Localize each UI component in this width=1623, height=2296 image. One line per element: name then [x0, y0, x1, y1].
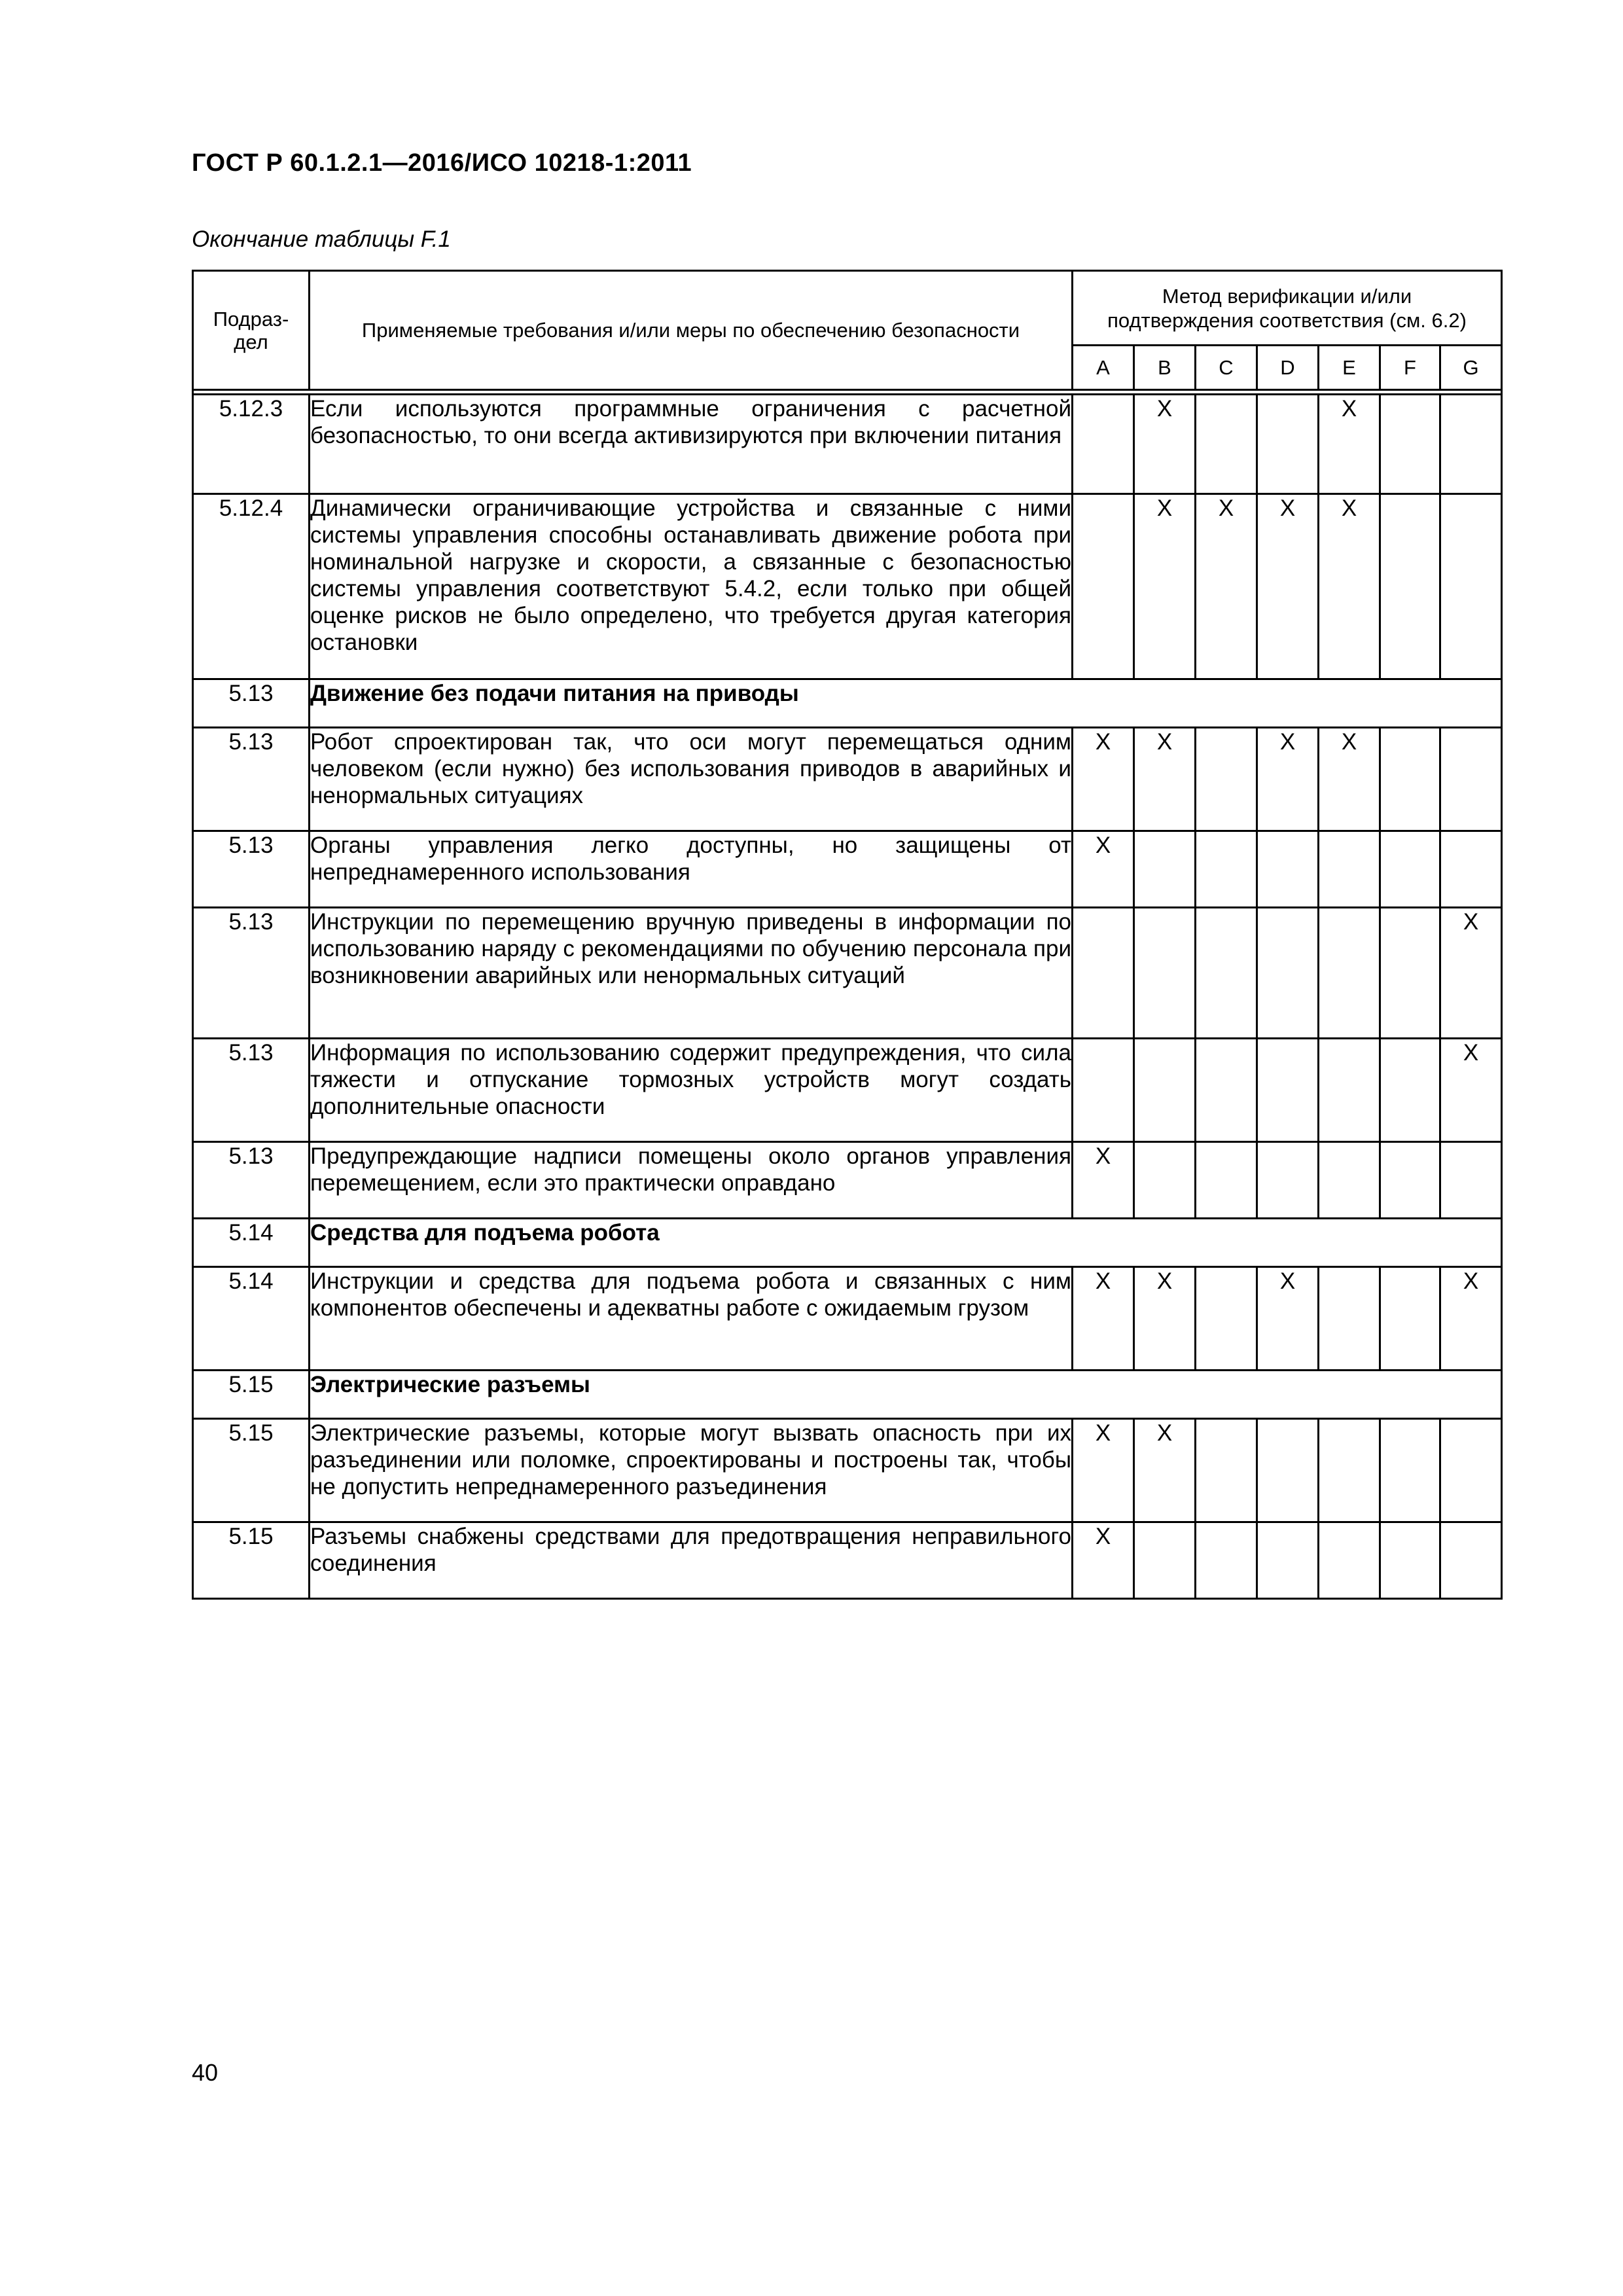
method-mark-cell: X [1440, 1039, 1502, 1142]
method-mark-cell: X [1319, 395, 1380, 494]
method-mark-cell [1380, 831, 1440, 908]
method-mark-cell [1196, 395, 1257, 494]
method-mark-cell [1319, 1142, 1380, 1219]
method-mark-cell: X [1134, 728, 1196, 831]
method-mark-cell [1196, 1039, 1257, 1142]
method-mark-cell: X [1134, 494, 1196, 679]
method-mark-cell [1196, 1142, 1257, 1219]
method-mark-cell: X [1319, 728, 1380, 831]
requirement-cell: Информация по использованию содержит предупреждения, что сила тяжести и отпускание тормозных устройств могут создать дополнительные опасности [310, 1039, 1073, 1142]
method-mark-cell [1073, 1039, 1134, 1142]
subsection-cell: 5.13 [193, 831, 310, 908]
method-mark-cell: X [1319, 494, 1380, 679]
subsection-cell: 5.12.3 [193, 395, 310, 494]
method-mark-cell [1257, 1522, 1319, 1599]
method-mark-cell [1196, 908, 1257, 1039]
method-mark-cell: X [1257, 494, 1319, 679]
method-mark-cell [1073, 908, 1134, 1039]
requirement-cell: Робот спроектирован так, что оси могут перемещаться одним человеком (если нужно) без использования приводов в аварийных и ненормальных ситуациях [310, 728, 1073, 831]
method-mark-cell [1319, 1039, 1380, 1142]
subsection-cell: 5.13 [193, 1039, 310, 1142]
subsection-cell: 5.13 [193, 908, 310, 1039]
subsection-cell: 5.15 [193, 1522, 310, 1599]
method-mark-cell [1196, 1522, 1257, 1599]
method-mark-cell [1134, 908, 1196, 1039]
subsection-cell: 5.13 [193, 728, 310, 831]
method-mark-cell [1380, 1039, 1440, 1142]
method-column-header: B [1134, 346, 1196, 390]
requirement-cell: Инструкции и средства для подъема робота и связанных с ним компонентов обеспечены и адекватны работе с ожидаемым грузом [310, 1267, 1073, 1371]
method-column-header: F [1380, 346, 1440, 390]
method-mark-cell: X [1073, 1142, 1134, 1219]
requirement-cell: Органы управления легко доступны, но защищены от непреднамеренного использования [310, 831, 1073, 908]
method-mark-cell [1380, 728, 1440, 831]
method-mark-cell [1440, 1142, 1502, 1219]
requirement-cell: Если используются программные ограничения с расчетной безопасностью, то они всегда активизируются при включении питания [310, 395, 1073, 494]
requirement-cell: Разъемы снабжены средствами для предотвращения неправильного соединения [310, 1522, 1073, 1599]
table-row [193, 395, 1502, 494]
method-mark-cell [1380, 908, 1440, 1039]
method-mark-cell [1134, 1142, 1196, 1219]
section-heading-cell: Движение без подачи питания на приводы [310, 679, 1502, 728]
table-row [193, 1522, 1502, 1599]
subsection-cell: 5.13 [193, 679, 310, 728]
method-mark-cell [1257, 831, 1319, 908]
subsection-cell: 5.15 [193, 1371, 310, 1419]
subsection-cell: 5.15 [193, 1419, 310, 1522]
method-mark-cell [1440, 831, 1502, 908]
method-mark-cell [1440, 1419, 1502, 1522]
method-mark-cell: X [1073, 728, 1134, 831]
method-mark-cell [1257, 1419, 1319, 1522]
method-mark-cell [1196, 1267, 1257, 1371]
section-heading-cell: Электрические разъемы [310, 1371, 1502, 1419]
table-row [193, 1267, 1502, 1371]
table-row [193, 1419, 1502, 1522]
method-mark-cell: X [1440, 1267, 1502, 1371]
subsection-cell: 5.14 [193, 1219, 310, 1267]
table-row [193, 908, 1502, 1039]
section-heading-cell: Средства для подъема робота [310, 1219, 1502, 1267]
method-mark-cell: X [1073, 1522, 1134, 1599]
method-mark-cell: X [1134, 1267, 1196, 1371]
method-mark-cell [1380, 1142, 1440, 1219]
method-mark-cell [1380, 1267, 1440, 1371]
header-verification-method: Метод верификации и/или подтверждения соответствия (см. 6.2) [1073, 271, 1502, 346]
method-mark-cell: X [1134, 395, 1196, 494]
method-column-header: E [1319, 346, 1380, 390]
method-mark-cell: X [1073, 1267, 1134, 1371]
page-number: 40 [192, 2059, 219, 2086]
method-mark-cell [1257, 908, 1319, 1039]
section-heading-row [193, 1219, 1502, 1267]
method-mark-cell [1073, 395, 1134, 494]
header-requirements: Применяемые требования и/или меры по обеспечению безопасности [310, 271, 1073, 390]
method-mark-cell [1319, 1522, 1380, 1599]
document-standard-title: ГОСТ Р 60.1.2.1—2016/ИСО 10218-1:2011 [192, 149, 692, 177]
method-mark-cell [1319, 831, 1380, 908]
table-row [193, 1142, 1502, 1219]
table-row [193, 728, 1502, 831]
table-row [193, 831, 1502, 908]
method-mark-cell [1380, 1522, 1440, 1599]
method-mark-cell [1257, 1039, 1319, 1142]
method-mark-cell: X [1073, 831, 1134, 908]
method-mark-cell: X [1257, 1267, 1319, 1371]
requirement-cell: Электрические разъемы, которые могут вызвать опасность при их разъединении или поломке, спроектированы и построены так, чтобы не допустить непреднамеренного разъединения [310, 1419, 1073, 1522]
method-mark-cell [1440, 728, 1502, 831]
method-mark-cell [1257, 395, 1319, 494]
method-mark-cell [1440, 494, 1502, 679]
subsection-cell: 5.14 [193, 1267, 310, 1371]
method-mark-cell: X [1196, 494, 1257, 679]
method-mark-cell [1440, 1522, 1502, 1599]
requirement-cell: Динамически ограничивающие устройства и связанные с ними системы управления способны останавливать движение робота при номинальной нагрузке и скорости, а связанные с безопасностью системы управления соответствуют 5.4.2, если только при общей оценке рисков не было определено, что требуется другая категория остановки [310, 494, 1073, 679]
method-mark-cell [1073, 494, 1134, 679]
method-column-header: A [1073, 346, 1134, 390]
section-heading-row [193, 679, 1502, 728]
method-mark-cell [1319, 908, 1380, 1039]
method-mark-cell [1319, 1419, 1380, 1522]
subsection-cell: 5.13 [193, 1142, 310, 1219]
table-row [193, 1039, 1502, 1142]
method-mark-cell [1257, 1142, 1319, 1219]
requirement-cell: Инструкции по перемещению вручную приведены в информации по использованию наряду с рекомендациями по обучению персонала при возникновении аварийных или ненормальных ситуаций [310, 908, 1073, 1039]
method-mark-cell: X [1134, 1419, 1196, 1522]
method-column-header: C [1196, 346, 1257, 390]
header-subsection: Подраз- дел [193, 271, 310, 390]
subsection-cell: 5.12.4 [193, 494, 310, 679]
method-mark-cell [1380, 1419, 1440, 1522]
requirement-cell: Предупреждающие надписи помещены около органов управления перемещением, если это практически оправдано [310, 1142, 1073, 1219]
method-mark-cell [1440, 395, 1502, 494]
method-mark-cell [1196, 831, 1257, 908]
method-mark-cell: X [1073, 1419, 1134, 1522]
method-column-header: D [1257, 346, 1319, 390]
method-mark-cell: X [1440, 908, 1502, 1039]
verification-table [192, 270, 1503, 1600]
method-column-header: G [1440, 346, 1502, 390]
method-mark-cell [1196, 1419, 1257, 1522]
table-row [193, 494, 1502, 679]
table-caption: Окончание таблицы F.1 [192, 226, 451, 252]
header-separator [193, 390, 1502, 395]
section-heading-row [193, 1371, 1502, 1419]
method-mark-cell [1134, 1039, 1196, 1142]
method-mark-cell [1380, 494, 1440, 679]
method-mark-cell [1196, 728, 1257, 831]
method-mark-cell [1134, 1522, 1196, 1599]
method-mark-cell [1134, 831, 1196, 908]
method-mark-cell: X [1257, 728, 1319, 831]
method-mark-cell [1380, 395, 1440, 494]
method-mark-cell [1319, 1267, 1380, 1371]
